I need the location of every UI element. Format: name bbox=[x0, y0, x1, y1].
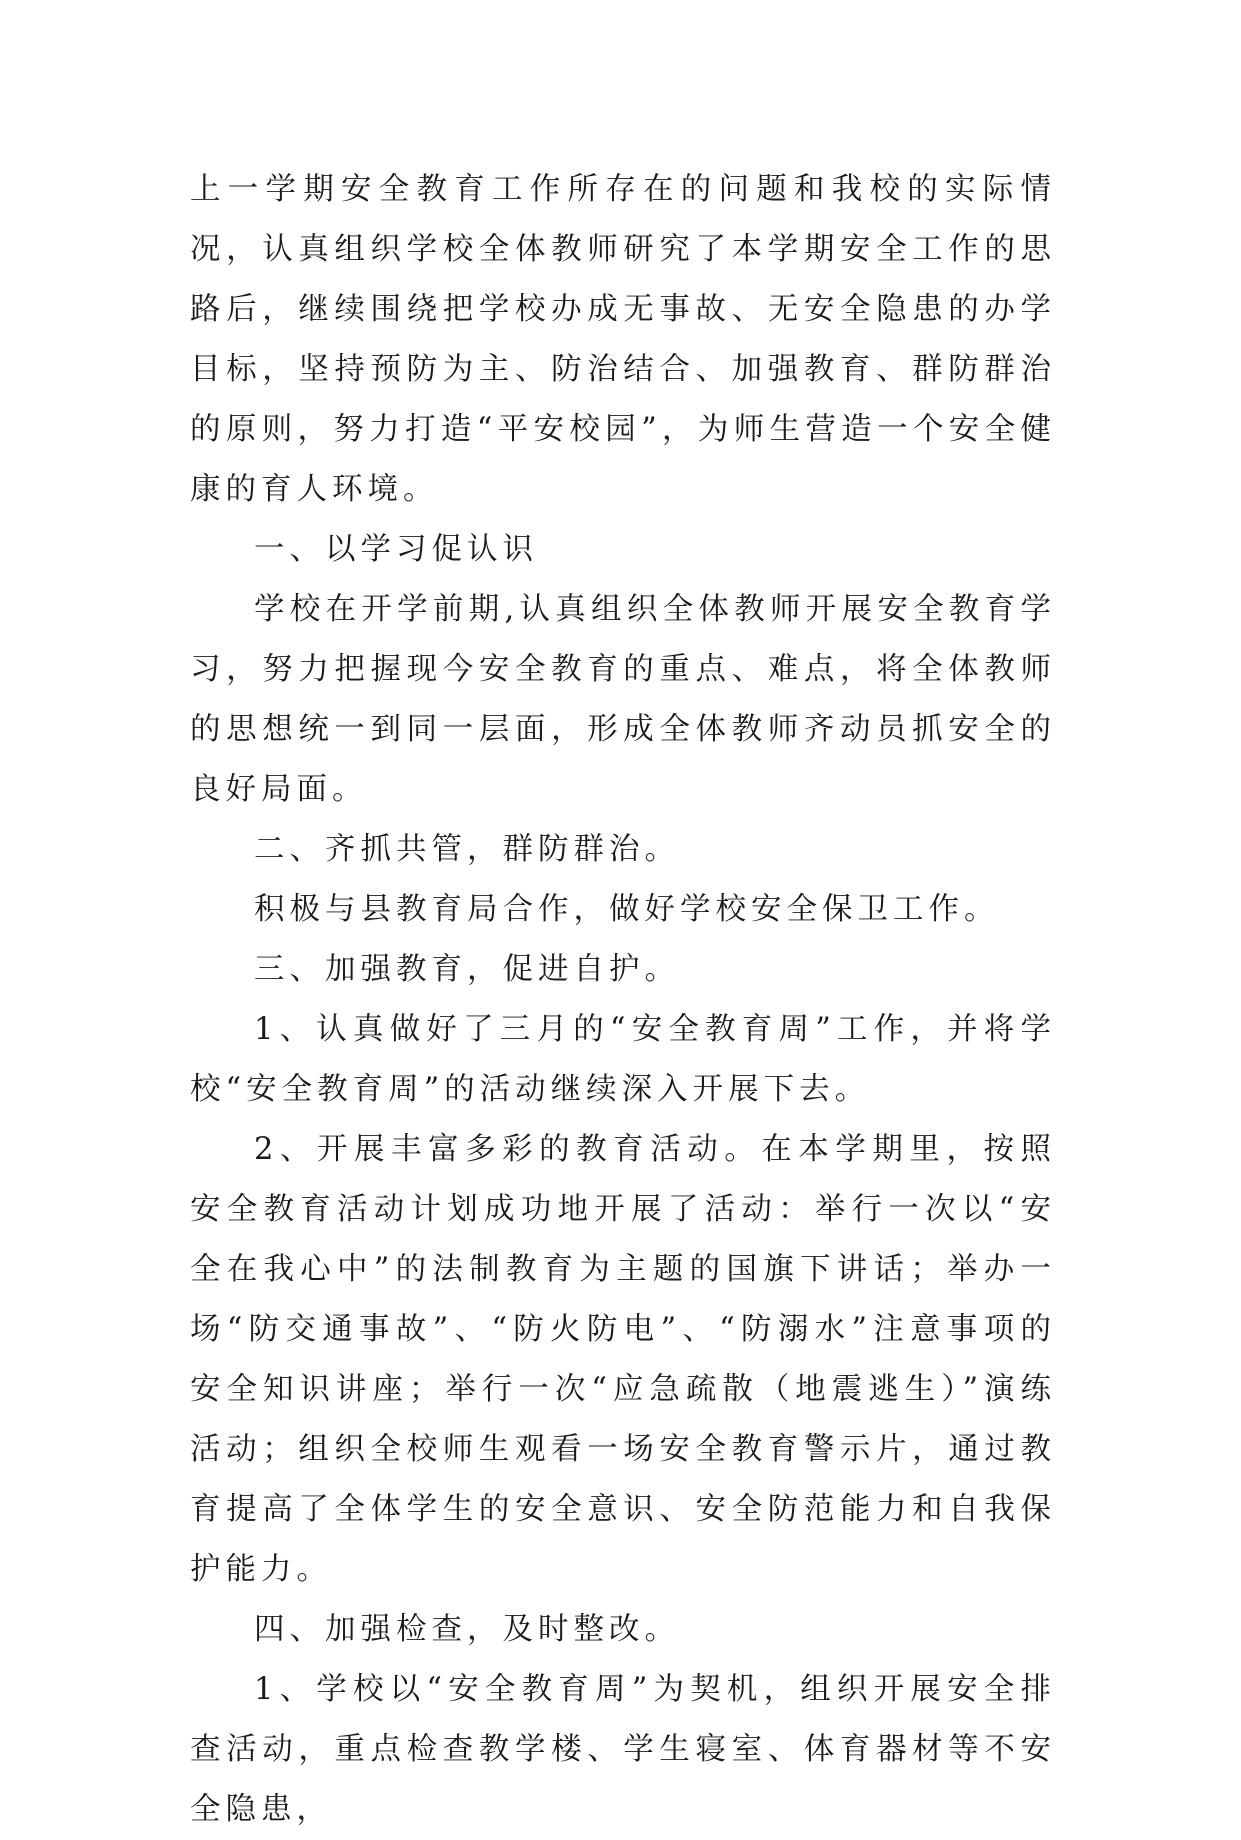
section-heading-2: 二、齐抓共管，群防群治。 bbox=[254, 832, 680, 867]
section-heading-3: 三、加强教育，促进自护。 bbox=[254, 952, 680, 987]
paragraph-cooperation: 积极与县教育局合作，做好学校安全保卫工作。 bbox=[254, 892, 1000, 927]
section-heading-1: 一、以学习促认识 bbox=[254, 532, 538, 567]
paragraph-inspection-1: 1、学校以“安全教育周”为契机，组织开展安全排查活动，重点检查教学楼、学生寝室、体育器材等不安全隐患， bbox=[190, 1672, 1056, 1827]
document-body bbox=[190, 160, 1056, 1840]
paragraph-study: 学校在开学前期,认真组织全体教师开展安全教育学习，努力把握现今安全教育的重点、难点，将全体教师的思想统一到同一层面，形成全体教师齐动员抓安全的良好局面。 bbox=[190, 592, 1056, 807]
paragraph-item-2: 2、开展丰富多彩的教育活动。在本学期里，按照安全教育活动计划成功地开展了活动：举行一次以“安全在我心中”的法制教育为主题的国旗下讲话；举办一场“防交通事故”、“防火防电”、“防溺水”注意事项的安全知识讲座；举行一次“应急疏散（地震逃生）”演练活动；组织全校师生观看一场安全教育警示片，通过教育提高了全体学生的安全意识、安全防范能力和自我保护能力。 bbox=[190, 1132, 1056, 1587]
paragraph-intro: 上一学期安全教育工作所存在的问题和我校的实际情况，认真组织学校全体教师研究了本学期安全工作的思路后，继续围绕把学校办成无事故、无安全隐患的办学目标，坚持预防为主、防治结合、加强教育、群防群治的原则，努力打造“平安校园”，为师生营造一个安全健康的育人环境。 bbox=[190, 172, 1056, 507]
paragraph-item-1: 1、认真做好了三月的“安全教育周”工作，并将学校“安全教育周”的活动继续深入开展下去。 bbox=[190, 1012, 1056, 1107]
section-heading-4: 四、加强检查，及时整改。 bbox=[254, 1612, 680, 1647]
